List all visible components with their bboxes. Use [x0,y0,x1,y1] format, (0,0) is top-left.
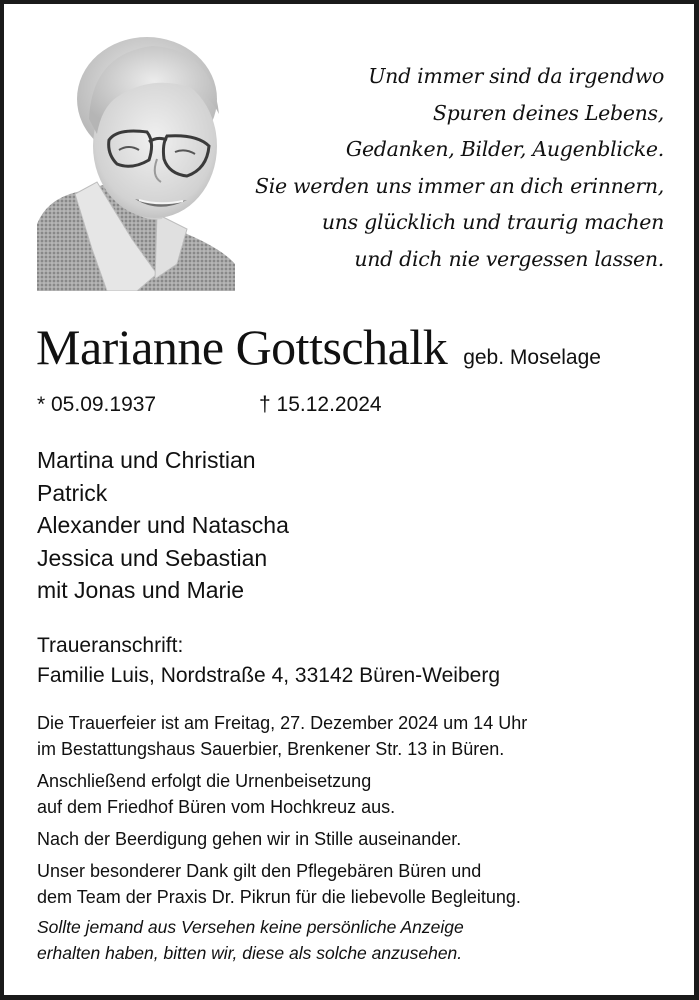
deceased-name: Marianne Gottschalk [36,319,448,375]
maiden-name: geb. Moselage [463,346,601,369]
after-funeral-line: Nach der Beerdigung gehen wir in Stille auseinander. [37,829,462,849]
burial-line: auf dem Friedhof Büren vom Hochkreuz aus. [37,797,396,817]
mourner-entry: mit Jonas und Marie [37,577,245,603]
poem-line: Gedanken, Bilder, Augenblicke. [345,137,664,161]
poem-line: Sie werden uns immer an dich erinnern, [255,173,664,198]
birth-date: * 05.09.1937 [37,393,157,416]
portrait-photo [37,24,235,291]
mourning-address [37,631,500,691]
mourner-entry: Patrick [37,479,108,506]
memorial-poem [224,58,664,277]
death-date: † 15.12.2024 [259,393,382,416]
ceremony-line: im Bestattungshaus Sauerbier, Brenkener Str. 13 in Büren. [37,739,505,759]
mourners-list [37,444,289,607]
mourner-entry: Martina und Christian [37,447,256,473]
mourner-entry: Jessica und Sebastian [37,544,268,571]
poem-line: Und immer sind da irgendwo [368,64,664,88]
address-value: Familie Luis, Nordstraße 4, 33142 Büren-Weiberg [37,664,500,687]
burial-line: Anschließend erfolgt die Urnenbeisetzung [37,771,372,791]
address-label: Traueranschrift: [37,634,184,657]
poem-line: uns glücklich und traurig machen [321,210,664,234]
life-dates [37,393,382,417]
thanks-line: dem Team der Praxis Dr. Pikrun für die liebevolle Begleitung. [37,887,521,907]
poem-line: und dich nie vergessen lassen. [354,246,664,271]
ceremony-line: Die Trauerfeier ist am Freitag, 27. Dezember 2024 um 14 Uhr [37,713,528,733]
thanks-line: Unser besonderer Dank gilt den Pflegebären Büren und [37,861,482,881]
funeral-info [37,710,677,966]
mourner-entry: Alexander und Natascha [37,512,289,538]
notice-note: Sollte jemand aus Versehen keine persönliche Anzeige [37,917,464,937]
notice-note: erhalten haben, bitten wir, diese als solche anzusehen. [37,943,463,963]
deceased-name-row [36,319,676,375]
poem-line: Spuren deines Lebens, [432,100,664,125]
obituary-notice [4,4,694,995]
